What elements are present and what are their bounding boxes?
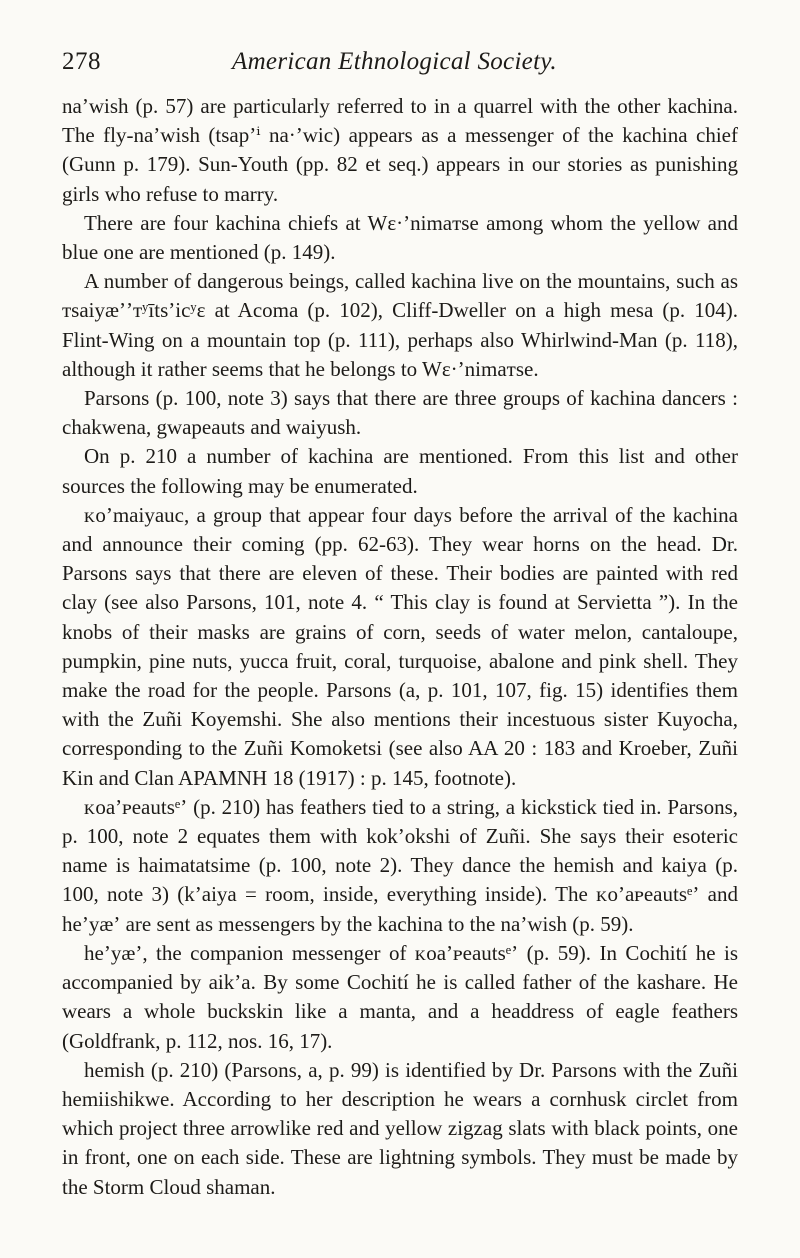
paragraph: On p. 210 a number of kachina are mentioned. From this list and other sources the following may be enumerated.: [62, 444, 738, 498]
paragraph: ᴋoaʼᴘeautsᵉʼ (p. 210) has feathers tied to a string, a kickstick tied in. Parsons, p. 100, note 2 equates them with kok’okshi of Zuñi. She says their esoteric name is haimatatsime (p. 100, note 2). They dance the hemish and kaiya (p. 100, note 3) (k’aiya = room, inside, everything inside). The ᴋoʼaᴘeautsᵉʼ and he’yæʼ are sent as messengers by the kachina to the naʼwish (p. 59).: [62, 794, 738, 936]
paragraph: There are four kachina chiefs at Wɛ·ʼnimaᴛse among whom the yellow and blue one are mentioned (p. 149).: [62, 210, 738, 265]
paragraph: Parsons (p. 100, note 3) says that there are three groups of kachina dancers : chakwena, gwapeauts and waiyush.: [62, 386, 738, 440]
body-text: [62, 92, 738, 1202]
running-head: [62, 48, 738, 84]
paragraph: ᴋoʼmaiyauc, a group that appear four days before the arrival of the kachina and announce their coming (pp. 62-63). They wear horns on the head. Dr. Parsons says that there are eleven of these. Their bodies are painted with red clay (see also Parsons, 101, note 4. “ This clay is found at Servietta ”). In the knobs of their masks are grains of corn, seeds of water melon, cantaloupe, pumpkin, pine nuts, yucca fruit, coral, turquoise, abalone and pink shell. They make the road for the people. Parsons (a, p. 101, 107, fig. 15) identifies them with the Zuñi Koyemshi. She also mentions their incestuous sister Kuyocha, corresponding to the Zuñi Komoketsi (see also AA 20 : 183 and Kroeber, Zuñi Kin and Clan APAMNH 18 (1917) : p. 145, footnote).: [62, 502, 738, 790]
paragraph: he’yæʼ, the companion messenger of ᴋoaʼᴘeautsᵉʼ (p. 59). In Cochití he is accompanied by aik’a. By some Cochití he is called father of the kashare. He wears a whole buckskin like a manta, and a headdress of eagle feathers (Goldfrank, p. 112, nos. 16, 17).: [62, 940, 738, 1053]
paragraph: hemish (p. 210) (Parsons, a, p. 99) is identified by Dr. Parsons with the Zuñi hemiishikwe. According to her description he wears a cornhusk circlet from which project three arrowlike red and yellow zigzag slats with black points, one in front, one on each side. These are lightning symbols. They must be made by the Storm Cloud shaman.: [62, 1057, 738, 1199]
paragraph: A number of dangerous beings, called kachina live on the mountains, such as ᴛsaiyæʼʼᴛʸītsʼicʸɛ at Acoma (p. 102), Cliff-Dweller on a high mesa (p. 104). Flint-Wing on a mountain top (p. 111), perhaps also Whirlwind-Man (p. 118), although it rather seems that he belongs to Wɛ·ʼnimaᴛse.: [62, 269, 738, 381]
header-title: American Ethnological Society.: [232, 48, 557, 75]
paragraph: naʼwish (p. 57) are particularly referred to in a quarrel with the other kachina. The fly-naʼwish (tsapʼⁱ na·ʼwic) appears as a messenger of the kachina chief (Gunn p. 179). Sun-Youth (pp. 82 et seq.) appears in our stories as punishing girls who refuse to marry.: [62, 94, 738, 206]
page-number: 278: [62, 48, 101, 75]
